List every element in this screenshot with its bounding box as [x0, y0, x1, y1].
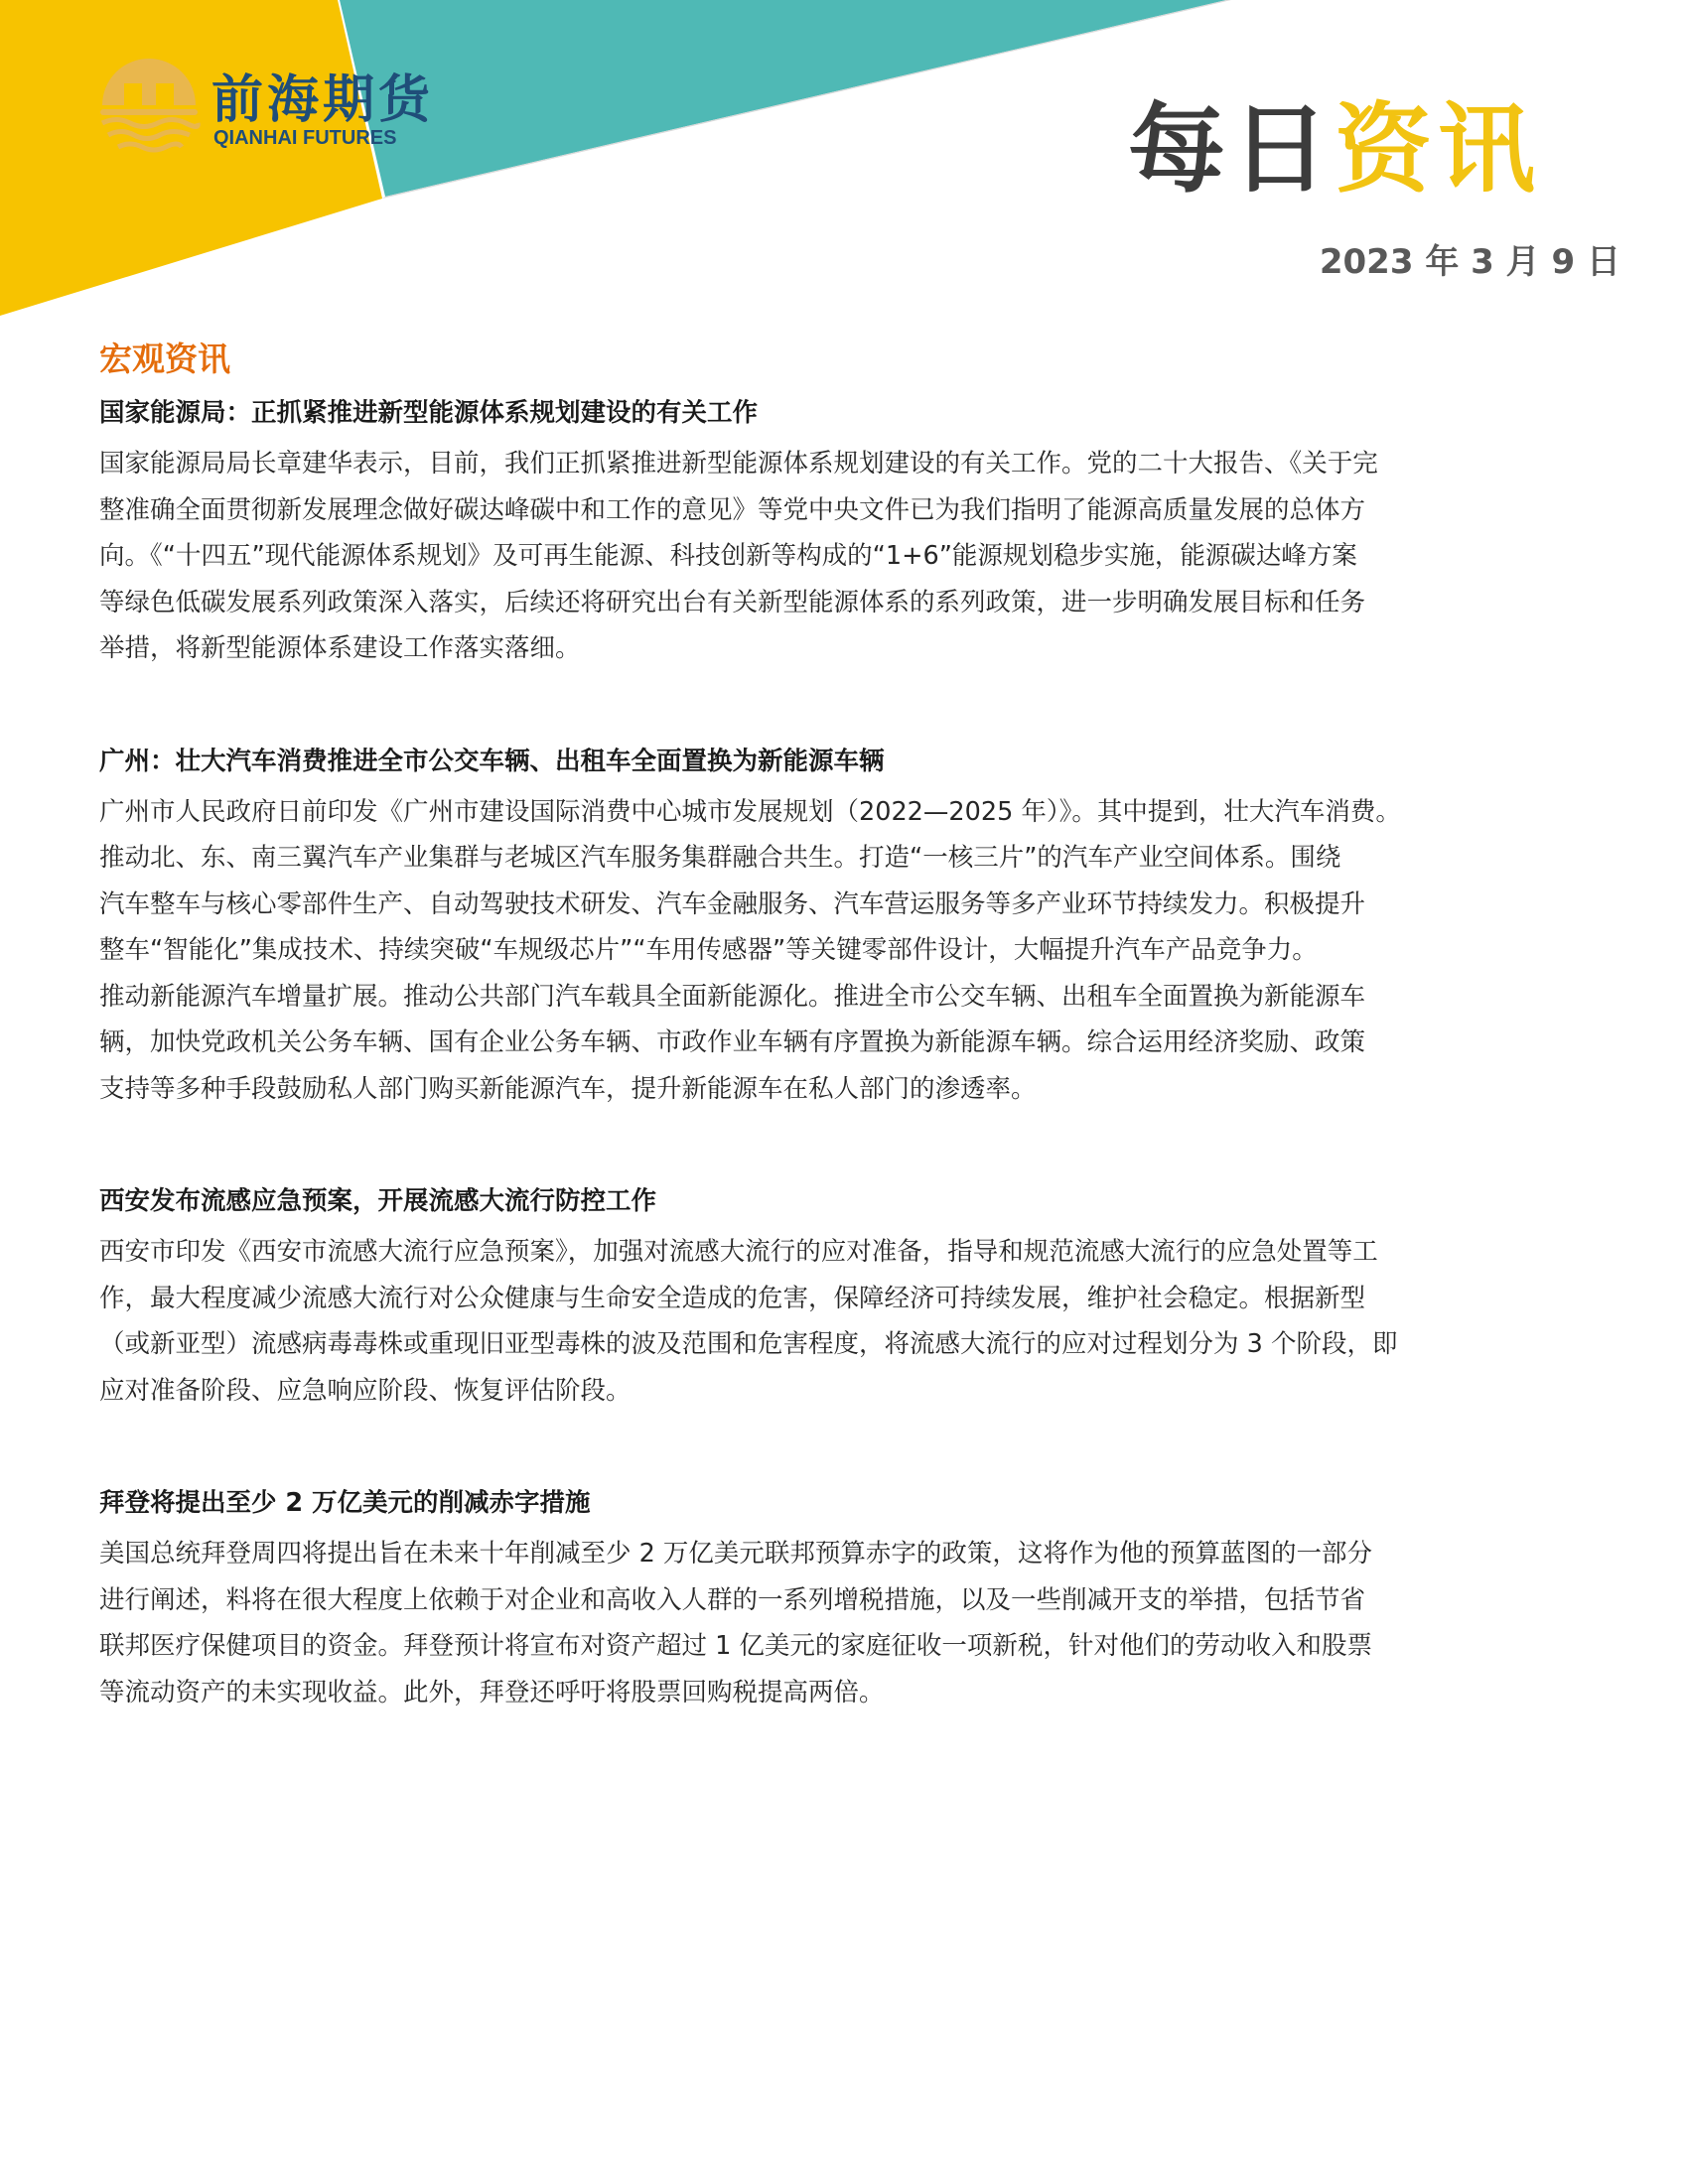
masthead-part1: 每日 [1127, 93, 1335, 206]
article-line: 国家能源局局长章建华表示，目前，我们正抓紧推进新型能源体系规划建设的有关工作。党的二十大报告、《关于完 [99, 449, 1378, 478]
article-line: 推动北、东、南三翼汽车产业集群与老城区汽车服务集群融合共生。打造“一核三片”的汽车产业空间体系。围绕 [99, 843, 1341, 873]
article-title: 西安发布流感应急预案，开展流感大流行防控工作 [99, 1186, 657, 1216]
article-line: 支持等多种手段鼓励私人部门购买新能源汽车，提升新能源车在私人部门的渗透率。 [99, 1073, 1037, 1104]
masthead-part2: 资讯 [1334, 93, 1541, 206]
article-body [99, 789, 1569, 1113]
article [99, 1183, 1569, 1414]
article-line: 整车“智能化”集成技术、持续突破“车规级芯片”“车用传感器”等关键零部件设计，大幅提升汽车产品竞争力。 [99, 935, 1318, 965]
article [99, 1485, 1569, 1715]
article-body [99, 1531, 1569, 1715]
article-title: 国家能源局：正抓紧推进新型能源体系规划建设的有关工作 [99, 398, 759, 428]
section-title: 宏观资讯 [99, 340, 230, 378]
article-line: 整准确全面贯彻新发展理念做好碳达峰碳中和工作的意见》等党中央文件已为我们指明了能源高质量发展的总体方 [99, 494, 1366, 525]
logo-chinese-name: 前海期货 [211, 69, 435, 130]
article-line: 汽车整车与核心零部件生产、自动驾驶技术研发、汽车金融服务、汽车营运服务等多产业环节持续发力。积极提升 [99, 888, 1366, 919]
article-line: 应对准备阶段、应急响应阶段、恢复评估阶段。 [99, 1375, 632, 1406]
article-line: 西安市印发《西安市流感大流行应急预案》，加强对流感大流行的应对准备，指导和规范流感大流行的应急处置等工 [99, 1237, 1378, 1267]
article-body [99, 1229, 1569, 1414]
article-line: 美国总统拜登周四将提出旨在未来十年削减至少 2 万亿美元联邦预算赤字的政策，这将作为他的预算蓝图的一部分 [99, 1539, 1372, 1569]
article-line: 作，最大程度减少流感大流行对公众健康与生命安全造成的危害，保障经济可持续发展，维护社会稳定。根据新型 [99, 1283, 1366, 1313]
article-line: 举措，将新型能源体系建设工作落实落细。 [99, 633, 581, 663]
masthead-title [1127, 93, 1541, 206]
article-line: 辆，加快党政机关公务车辆、国有企业公务车辆、市政作业车辆有序置换为新能源车辆。综合运用经济奖励、政策 [99, 1027, 1366, 1057]
article [99, 395, 1569, 672]
article [99, 744, 1569, 1113]
article-list [99, 395, 1569, 1787]
company-logo [94, 52, 472, 161]
sun-waves-icon [94, 54, 204, 153]
article-line: （或新亚型）流感病毒毒株或重现旧亚型毒株的波及范围和危害程度，将流感大流行的应对过程划分为 3 个阶段，即 [99, 1329, 1398, 1359]
article-line: 等流动资产的未实现收益。此外，拜登还呼吁将股票回购税提高两倍。 [99, 1677, 885, 1707]
article-line: 向。《“十四五”现代能源体系规划》及可再生能源、科技创新等构成的“1+6”能源规划稳步实施，能源碳达峰方案 [99, 541, 1357, 571]
article-body [99, 441, 1569, 672]
article-line: 联邦医疗保健项目的资金。拜登预计将宣布对资产超过 1 亿美元的家庭征收一项新税，针对他们的劳动收入和股票 [99, 1631, 1372, 1661]
article-title: 广州：壮大汽车消费推进全市公交车辆、出租车全面置换为新能源车辆 [99, 746, 885, 776]
logo-english-name: QIANHAI FUTURES [213, 127, 397, 149]
banner-teal-shape [340, 0, 1226, 197]
article-line: 等绿色低碳发展系列政策深入落实，后续还将研究出台有关新型能源体系的系列政策，进一步明确发展目标和任务 [99, 587, 1366, 617]
article-line: 广州市人民政府日前印发《广州市建设国际消费中心城市发展规划（2022—2025 年）》。其中提到，壮大汽车消费。 [99, 796, 1401, 827]
report-date: 2023 年 3 月 9 日 [1319, 242, 1620, 282]
article-line: 推动新能源汽车增量扩展。推动公共部门汽车载具全面新能源化。推进全市公交车辆、出租车全面置换为新能源车 [99, 981, 1366, 1012]
article-line: 进行阐述，料将在很大程度上依赖于对企业和高收入人群的一系列增税措施，以及一些削减开支的举措，包括节省 [99, 1584, 1366, 1615]
article-title: 拜登将提出至少 2 万亿美元的削减赤字措施 [99, 1488, 591, 1518]
